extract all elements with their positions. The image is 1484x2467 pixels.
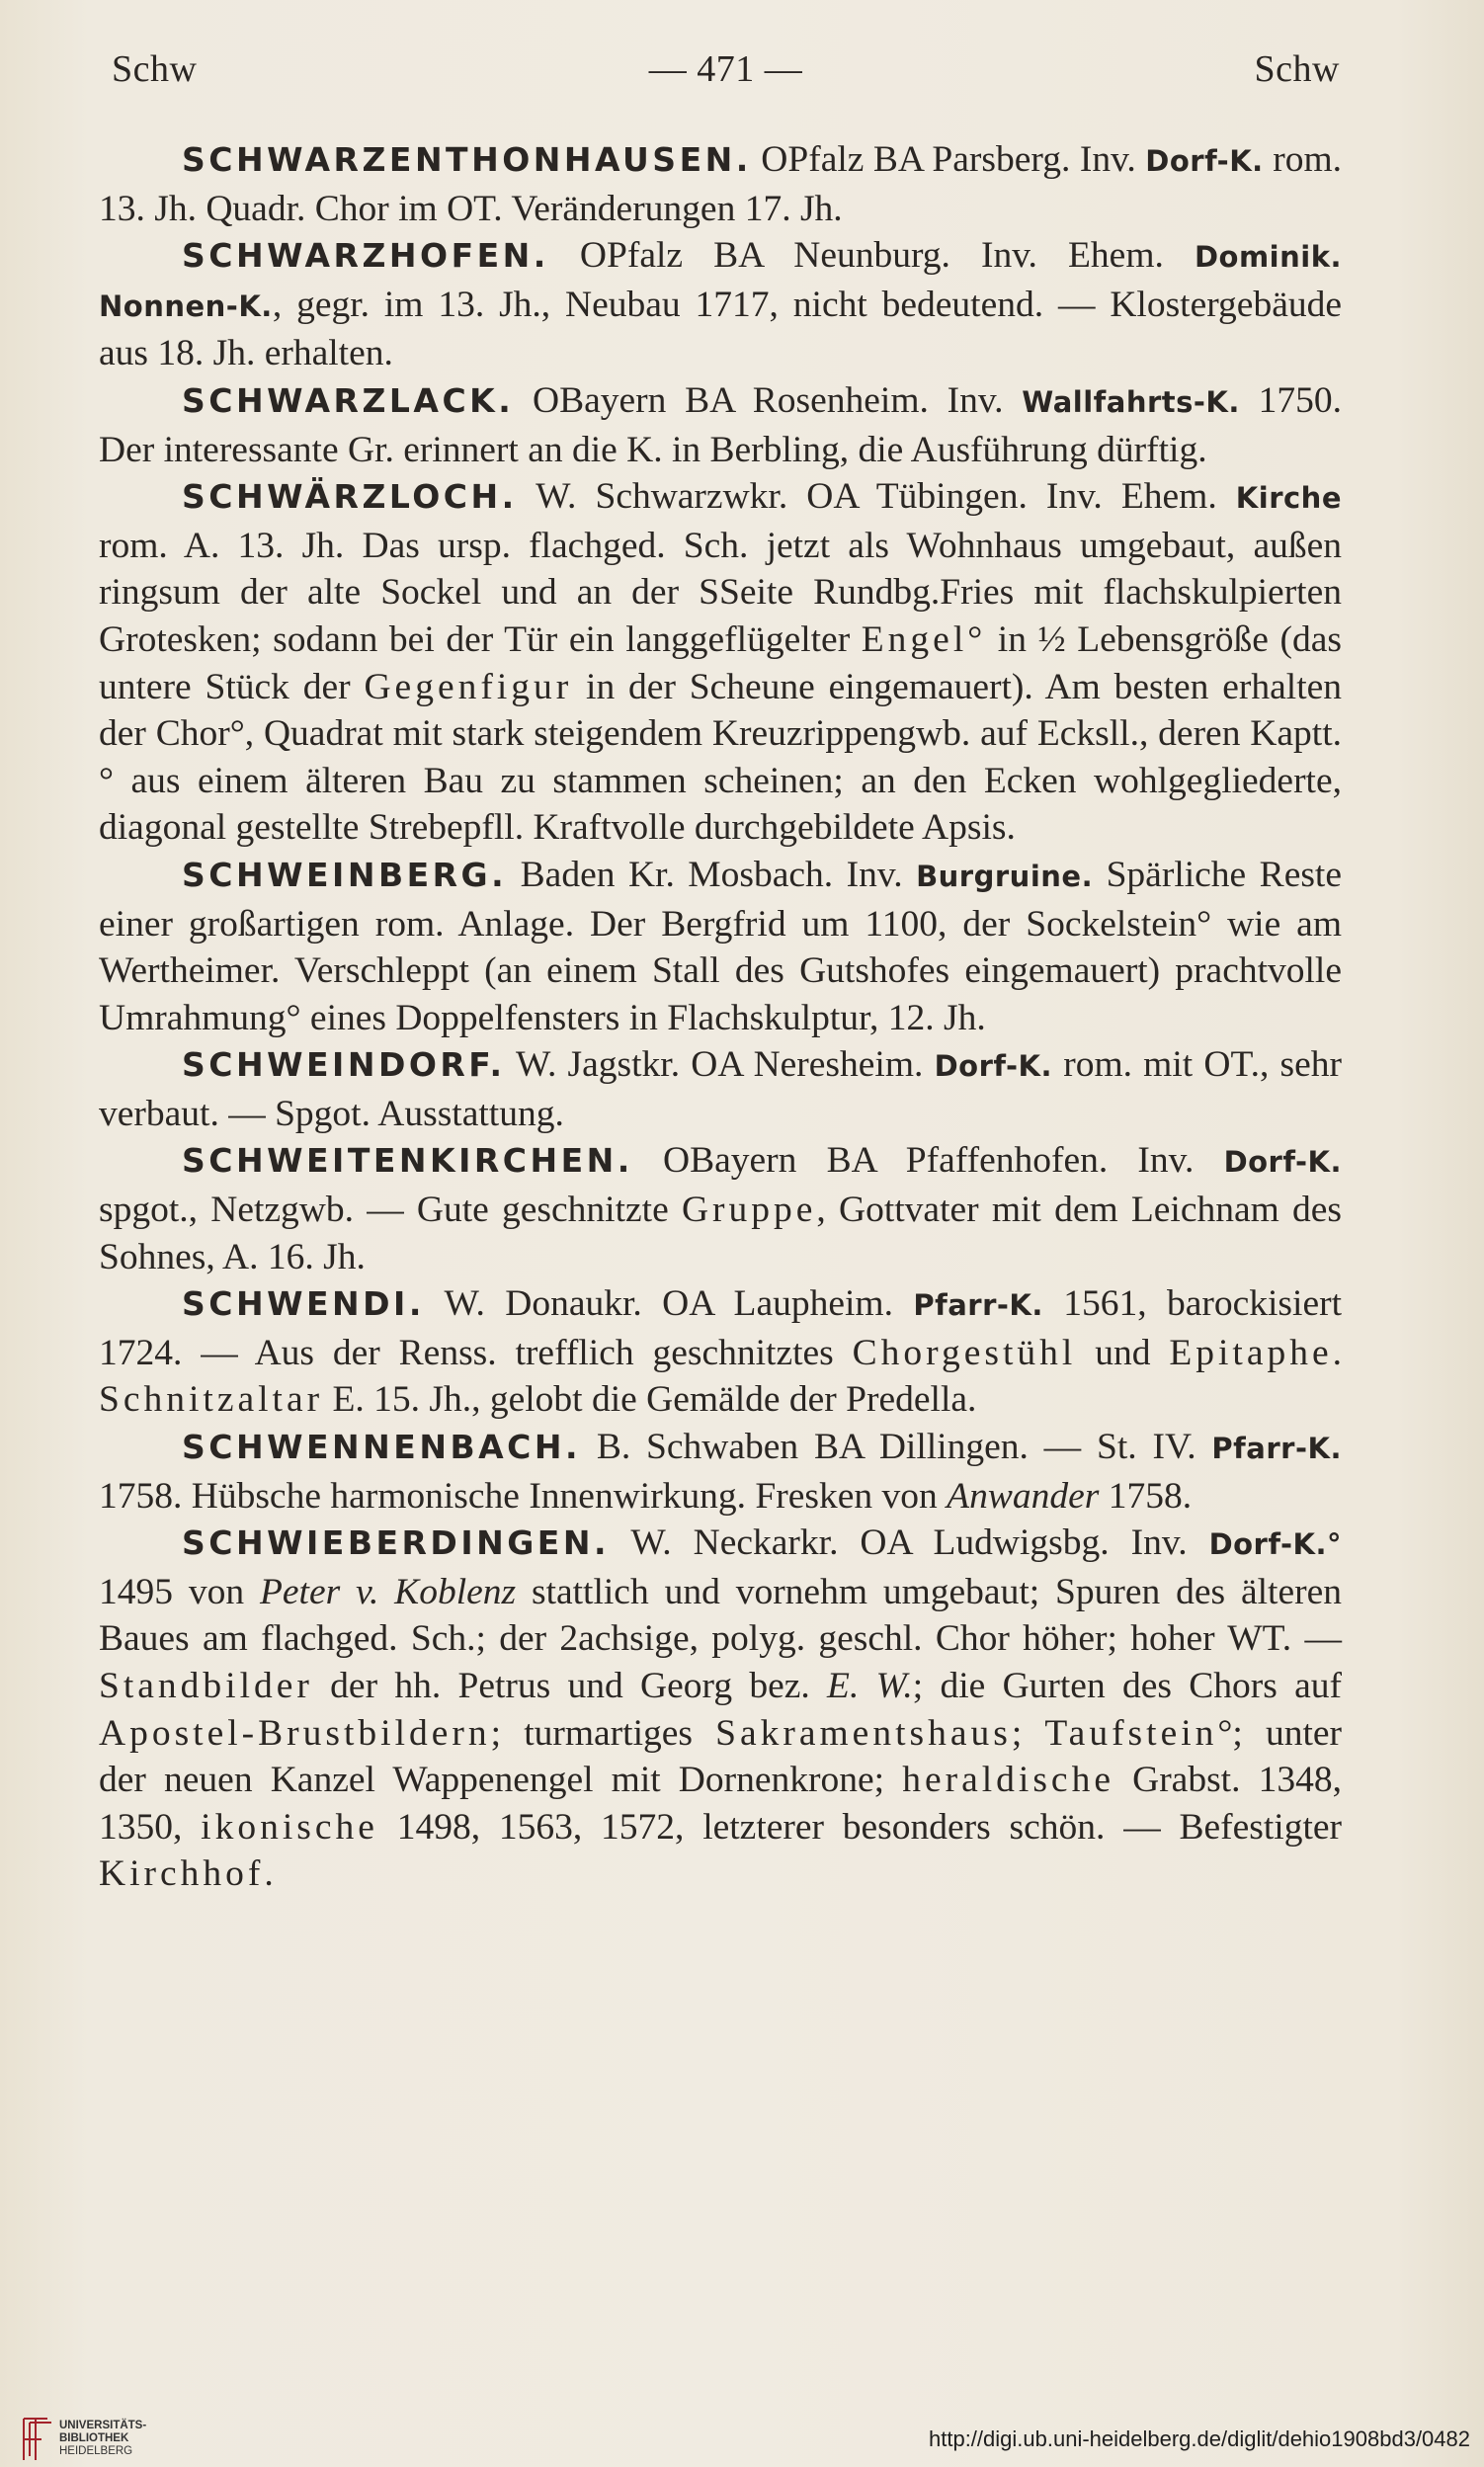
library-logo-icon [18,2413,55,2464]
entry-text: ; die Gurten des Chors auf [912,1666,1342,1706]
building-type: Pfarr-K. [1211,1432,1342,1466]
entry-text: E. 15. Jh., gelobt die Gemälde der Predella. [323,1379,977,1421]
building-type: Dorf-K.° [1208,1527,1342,1562]
source-url-link[interactable]: http://digi.ub.uni-heidelberg.de/diglit/dehio1908bd3/0482 [929,2426,1470,2451]
entry-text: OPfalz BA Parsberg. Inv. [751,139,1146,180]
entry-text: in der Scheune eingemauert). Am besten erhalten der Chor°, Quadrat mit stark steigendem Kreuzrippengwb. auf Ecksll., deren Kaptt.° aus einem älteren Bau zu stammen scheinen; an den Ecken wohlgegliederte, diagonal gestellte Strebepfll. Kraftvolle durchgebildete Apsis. [99,666,1343,849]
artist-name: Peter v. Koblenz [260,1571,517,1612]
spaced-term: Gruppe [681,1190,817,1231]
spaced-term: Taufstein [1044,1712,1218,1754]
artist-name: E. W. [827,1666,913,1706]
entry-text: rom. mit OT., sehr verbaut. — Spgot. Ausstattung. [99,1044,1342,1134]
library-logo-text [59,2420,146,2458]
running-head-left: Schw [112,48,198,90]
entry-text: Spärliche Reste einer großartigen rom. Anlage. Der Bergfrid um 1100, der Sockelstein° wie am Wertheimer. Verschleppt (an einem Stall des Gutshofes eingemauert) prachtvolle Umrahmung° eines Doppelfensters in Flachskulptur, 12. Jh. [99,854,1342,1038]
entry-headword: SCHWÄRZLOCH. [182,477,518,517]
entry-headword: SCHWEITENKIRCHEN. [182,1141,633,1181]
building-type: Dorf-K. [934,1049,1053,1084]
dictionary-entry [99,1041,1342,1137]
building-type: Wallfahrts-K. [1022,384,1240,419]
entry-headword: SCHWENDI. [182,1284,425,1324]
entry-text: 1495 von [99,1571,260,1612]
dictionary-entry [99,1424,1342,1520]
dictionary-entry [99,232,1342,377]
dictionary-entry [99,1137,1342,1280]
entry-text: ; turmartiges [490,1712,716,1754]
entry-text: Baden Kr. Mosbach. Inv. [507,854,917,895]
entry-text: 1561, barockisiert 1724. — Aus der Renss. trefflich geschnitztes [99,1283,1342,1373]
dictionary-entry [99,473,1342,852]
entry-headword: SCHWARZHOFEN. [182,236,549,276]
entry-text: und [1076,1332,1170,1373]
logo-line-1: UNIVERSITÄTS- [59,2420,147,2431]
entry-text: der hh. Petrus und Georg bez. [312,1666,828,1706]
entry-headword: SCHWARZLACK. [182,380,515,420]
dictionary-entry [99,136,1342,232]
dictionary-entry [99,852,1342,1041]
library-logo [18,2411,186,2467]
building-type: Dorf-K. [1223,1145,1342,1180]
spaced-term: Standbilder [99,1666,313,1706]
entry-text: . [1332,1332,1343,1373]
spaced-term: Sakramentshaus [715,1712,1012,1754]
running-head [112,47,1340,97]
building-type: Dorf-K. [1145,144,1264,178]
entry-text: 1758. [1099,1475,1193,1517]
entry-text: 1758. Hübsche harmonische Innenwirkung. Fresken von [99,1475,948,1517]
entry-text: spgot., Netzgwb. — Gute geschnitzte [99,1190,682,1231]
entry-headword: SCHWARZENTHONHAUSEN. [182,140,752,179]
entry-text: OPfalz BA Neunburg. Inv. Ehem. [548,235,1195,277]
spaced-term: Chorgestühl [852,1332,1077,1373]
footer [0,2411,1484,2467]
spaced-term: Schnitzaltar [99,1379,324,1421]
entry-text: 1498, 1563, 1572, letzterer besonders schön. — Befestigter [377,1806,1343,1848]
entry-text: OBayern BA Pfaffenhofen. Inv. [632,1140,1224,1182]
building-type: Burgruine. [916,859,1094,893]
page-number: — 471 — [648,48,803,90]
entry-text: B. Schwaben BA Dillingen. — St. IV. [581,1427,1212,1468]
entry-text: W. Schwarzwkr. OA Tübingen. Inv. Ehem. [517,476,1236,518]
entry-text: , Gottvater mit dem Leichnam des Sohnes, A. 16. Jh. [99,1190,1342,1277]
spaced-term: Kirchhof [99,1853,265,1895]
running-head-right: Schw [1254,48,1340,90]
entry-text: Grabst. 1348, 1350, [99,1760,1342,1848]
entry-text: OBayern BA Rosenheim. Inv. [514,379,1023,421]
entry-headword: SCHWIEBERDINGEN. [182,1523,611,1563]
dictionary-entry [99,1280,1342,1424]
entries-body [99,136,1342,1898]
spaced-term: Apostel-Brustbildern [99,1712,491,1754]
building-type: Dominik. Nonnen-K. [99,240,1342,323]
spaced-term: heraldische [902,1760,1114,1801]
logo-line-3: HEIDELBERG [59,2445,133,2457]
building-type: Kirche [1235,481,1342,516]
entry-text: stattlich und vornehm umgebaut; Spuren des älteren Baues am flachged. Sch.; der 2achsige, polyg. geschl. Chor höher; hoher WT. — [99,1571,1342,1660]
dictionary-entry [99,1520,1342,1898]
entry-text: , gegr. im 13. Jh., Neubau 1717, nicht bedeutend. — Klostergebäude aus 18. Jh. erhalten. [99,284,1342,374]
entry-headword: SCHWENNENBACH. [182,1428,582,1467]
entry-text: W. Neckarkr. OA Ludwigsbg. Inv. [610,1522,1209,1564]
entry-text: W. Donaukr. OA Laupheim. [424,1283,914,1325]
dictionary-entry [99,377,1342,473]
entry-text: in ½ Lebensgröße (das untere Stück der [99,618,1342,707]
entry-text: W. Jagstkr. OA Neresheim. [505,1044,935,1086]
entry-text: . [264,1853,274,1895]
spaced-term: Engel° [861,618,987,660]
artist-name: Anwander [947,1475,1100,1517]
entry-text: ; [1011,1712,1045,1754]
spaced-term: Epitaphe [1169,1332,1333,1373]
entry-text: °; unter der neuen Kanzel Wappenengel mit Dornenkrone; [99,1712,1342,1801]
entry-headword: SCHWEINDORF. [182,1045,506,1085]
spaced-term: Gegenfigur [364,666,573,707]
spaced-term: ikonische [201,1806,378,1848]
entry-text: rom. 13. Jh. Quadr. Chor im OT. Veränderungen 17. Jh. [99,139,1342,229]
entry-text: rom. A. 13. Jh. Das ursp. flachged. Sch. jetzt als Wohnhaus umgebaut, außen ringsum der alte Sockel und an der SSeite Rundbg.Fries mit flachskulpierten Grotesken; sodann bei der Tür ein langgeflügelter [99,525,1342,660]
building-type: Pfarr-K. [913,1288,1043,1323]
entry-text: 1750. Der interessante Gr. erinnert an die K. in Berbling, die Ausführung dürftig. [99,379,1342,470]
entry-headword: SCHWEINBERG. [182,855,508,894]
logo-line-2: BIBLIOTHEK [59,2432,129,2444]
